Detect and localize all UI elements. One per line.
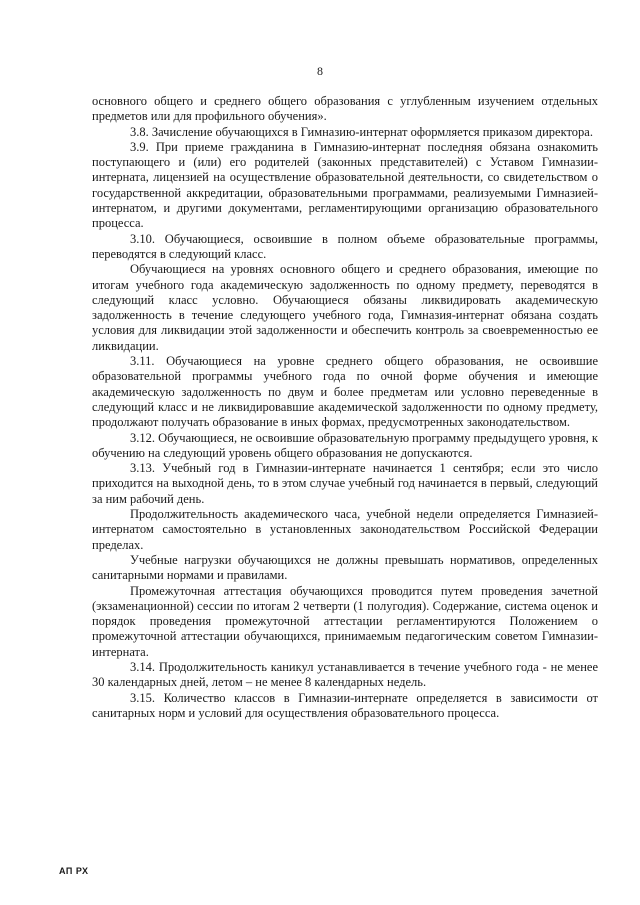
paragraph-continuation: основного общего и среднего общего образования с углубленным изучением отдельных предметов или для профильного обучения». xyxy=(92,94,598,124)
paragraph-3-14: 3.14. Продолжительность каникул устанавливается в течение учебного года - не менее 30 календарных дней, летом – не менее 8 календарных недель. xyxy=(92,659,598,690)
paragraph-3-9: 3.9. При приеме гражданина в Гимназию-интернат последняя обязана ознакомить поступающего и (или) его родителей (законных представителей) с Уставом Гимназии-интерната, лицензией на осуществление образовательной деятельности, со свидетельством о государственной аккредитации, образовательными программами, реализуемыми Гимназией-интернатом, и другими документами, регламентирующими организацию образовательного процесса. xyxy=(92,139,598,231)
footer-mark: АП РХ xyxy=(59,866,89,876)
paragraph-academic-hour: Продолжительность академического часа, учебной недели определяется Гимназией-интернатом самостоятельно в установленных законодательством Российской Федерации пределах. xyxy=(92,507,598,552)
paragraph-3-13: 3.13. Учебный год в Гимназии-интернате начинается 1 сентября; если это число приходится на выходной день, то в этом случае учебный год начинается в первый, следующий за ним рабочий день. xyxy=(92,461,598,506)
document-body xyxy=(92,94,598,721)
paragraph-3-8: 3.8. Зачисление обучающихся в Гимназию-интернат оформляется приказом директора. xyxy=(130,124,593,139)
paragraph-3-12: 3.12. Обучающиеся, не освоившие образовательную программу предыдущего уровня, к обучению на следующий уровень общего образования не допускаются. xyxy=(92,430,598,460)
paragraph-3-15: 3.15. Количество классов в Гимназии-интернате определяется в зависимости от санитарных норм и условий для осуществления образовательного процесса. xyxy=(92,690,598,720)
paragraph-3-10: 3.10. Обучающиеся, освоившие в полном объеме образовательные программы, переводятся в следующий класс. xyxy=(92,231,598,261)
paragraph-study-load: Учебные нагрузки обучающихся не должны превышать нормативов, определенных санитарными нормами и правилами. xyxy=(92,552,598,583)
paragraph-conditional-transfer: Обучающиеся на уровнях основного общего и среднего образования, имеющие по итогам учебного года академическую задолженность по одному предмету, переводятся в следующий класс условно. Обучающиеся обязаны ликвидировать академическую задолженность в течение следующего учебного года, Гимназия-интернат обязана создать условия для ликвидации этой задолженности и обеспечить контроль за своевременностью ее ликвидации. xyxy=(92,262,598,353)
paragraph-intermediate-assessment: Промежуточная аттестация обучающихся проводится путем проведения зачетной (экзаменационной) сессии по итогам 2 четверти (1 полугодия). Содержание, система оценок и порядок проведения промежуточной аттестации регламентируются Положением о промежуточной аттестации обучающихся, принимаемым педагогическим советом Гимназии-интерната. xyxy=(92,583,598,659)
page-number: 8 xyxy=(317,64,323,78)
paragraph-3-11: 3.11. Обучающиеся на уровне среднего общего образования, не освоившие образовательной программы учебного года по очной форме обучения и имеющие академическую задолженность по двум и более предметам или условно переведенные в следующий класс и не ликвидировавшие академической задолженности по одному предмету, продолжают получать образование в иных формах, предусмотренных законодательством. xyxy=(92,354,598,430)
